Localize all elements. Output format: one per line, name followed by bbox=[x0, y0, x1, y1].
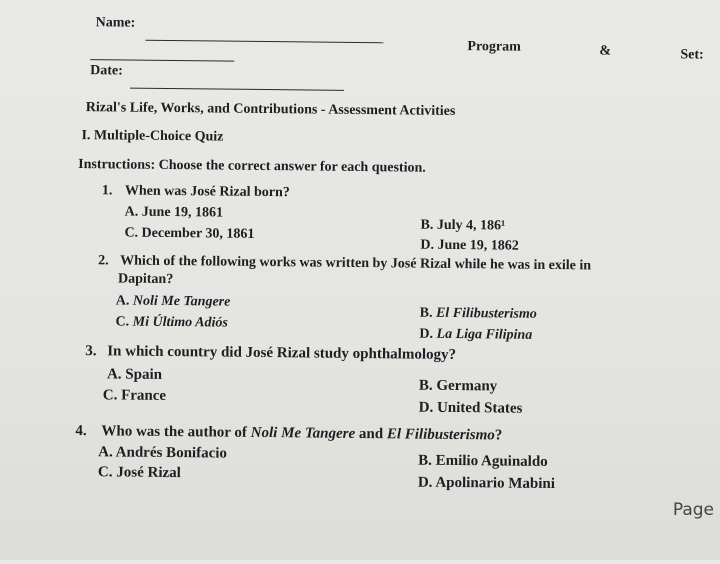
option-d bbox=[419, 327, 532, 344]
option-a: A. June 19, 1861 bbox=[124, 204, 224, 221]
question-text-pre: Who was the author of bbox=[101, 423, 251, 441]
option-prefix: C. bbox=[115, 314, 133, 330]
option-text: Mi Último Adiós bbox=[132, 314, 228, 331]
date-label: Date: bbox=[90, 63, 123, 79]
question-number: 3. bbox=[85, 343, 97, 360]
option-prefix: D. bbox=[419, 326, 437, 342]
question-text-line-1: Which of the following works was written by José Rizal while he was in exile in bbox=[120, 253, 592, 274]
program-label: Program bbox=[467, 39, 521, 55]
date-underline bbox=[130, 88, 344, 91]
question-text-line-2: Dapitan? bbox=[117, 271, 174, 288]
option-d: D. United States bbox=[418, 399, 523, 417]
option-a bbox=[116, 293, 231, 310]
question-text-mid: and bbox=[355, 425, 387, 443]
option-a: A. Spain bbox=[106, 366, 163, 383]
option-b: B. Germany bbox=[418, 377, 498, 395]
question-text bbox=[101, 423, 502, 444]
option-text: Noli Me Tangere bbox=[132, 293, 231, 310]
option-b bbox=[420, 306, 537, 323]
option-text: El Filibusterismo bbox=[435, 305, 537, 322]
document-title: Rizal's Life, Works, and Contributions - Assessment Activities bbox=[85, 100, 456, 119]
name-underline bbox=[145, 40, 383, 43]
set-label: Set: bbox=[680, 47, 704, 63]
question-text-post: ? bbox=[494, 427, 503, 444]
ampersand: & bbox=[599, 43, 612, 59]
option-c: C. December 30, 1861 bbox=[124, 225, 255, 242]
option-prefix: B. bbox=[419, 305, 437, 321]
option-d: D. June 19, 1862 bbox=[420, 237, 519, 254]
instructions-text: Instructions: Choose the correct answer for each question. bbox=[78, 157, 426, 176]
option-text: La Liga Filipina bbox=[436, 326, 533, 343]
option-c: C. José Rizal bbox=[97, 464, 181, 482]
page-label: Page bbox=[672, 500, 714, 520]
question-number: 4. bbox=[75, 423, 87, 440]
question-number: 1. bbox=[101, 183, 113, 199]
name-underline-continued bbox=[90, 59, 234, 62]
title-noli: Noli Me Tangere bbox=[250, 424, 356, 442]
name-label: Name: bbox=[95, 15, 136, 31]
question-number: 2. bbox=[98, 253, 109, 269]
option-prefix: A. bbox=[115, 293, 133, 309]
option-b: B. July 4, 186¹ bbox=[420, 217, 506, 234]
option-b: B. Emilio Aguinaldo bbox=[418, 452, 548, 470]
option-a: A. Andrés Bonifacio bbox=[98, 444, 228, 462]
section-heading: I. Multiple-Choice Quiz bbox=[81, 128, 224, 145]
option-d: D. Apolinario Mabini bbox=[417, 474, 556, 493]
option-c bbox=[115, 314, 227, 331]
title-fili: El Filibusterismo bbox=[386, 426, 495, 444]
question-text: When was José Rizal born? bbox=[124, 183, 290, 201]
question-text: In which country did José Rizal study ophthalmology? bbox=[107, 343, 457, 364]
option-c: C. France bbox=[102, 387, 167, 404]
